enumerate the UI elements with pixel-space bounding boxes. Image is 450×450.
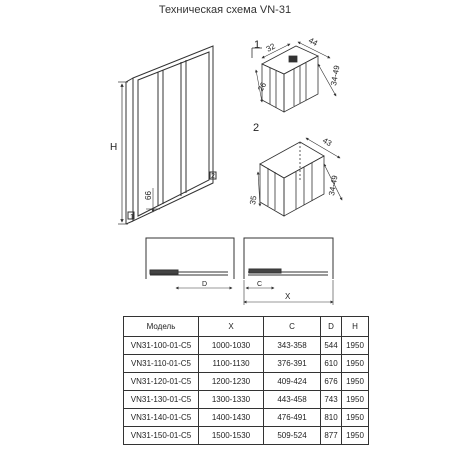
detail2-profile-top — [260, 142, 324, 178]
cell-d: 743 — [321, 391, 342, 409]
cell-model: VN31-120-01-C5 — [124, 373, 199, 391]
detail1-dim34-49: 34-49 — [329, 64, 342, 87]
wall-profile-bottom — [126, 221, 133, 224]
plan-view-left — [146, 238, 234, 288]
cell-c: 443-458 — [264, 391, 321, 409]
cell-x: 1000-1030 — [199, 337, 264, 355]
plan-right-panel — [249, 269, 281, 273]
table-row — [124, 373, 369, 391]
cell-d: 676 — [321, 373, 342, 391]
detail1-dim26: 26 — [255, 80, 269, 93]
cell-h: 1950 — [342, 373, 369, 391]
plan-x-label: X — [285, 292, 291, 301]
plan-c-label: C — [257, 281, 263, 288]
th-model: Модель — [124, 317, 199, 337]
cell-h: 1950 — [342, 427, 369, 445]
cell-c: 509-524 — [264, 427, 321, 445]
cell-h: 1950 — [342, 355, 369, 373]
cell-h: 1950 — [342, 337, 369, 355]
th-c: C — [264, 317, 321, 337]
detail-1 — [252, 42, 336, 112]
cell-c: 343-358 — [264, 337, 321, 355]
mark2-label: 2 — [211, 173, 215, 180]
table-header-row — [124, 317, 369, 337]
th-x: X — [199, 317, 264, 337]
detail2-dim35: 35 — [248, 195, 259, 206]
detail1-dim32: 32 — [264, 41, 277, 54]
cell-d: 877 — [321, 427, 342, 445]
detail2-dim43: 43 — [321, 135, 334, 149]
table-row — [124, 337, 369, 355]
detail2-dim34-49: 34-49 — [327, 174, 340, 197]
detail1-number: 1 — [254, 39, 261, 51]
th-d: D — [321, 317, 342, 337]
table-row — [124, 427, 369, 445]
detail1-screw — [289, 56, 297, 62]
cell-model: VN31-100-01-C5 — [124, 337, 199, 355]
cell-c: 409-424 — [264, 373, 321, 391]
th-h: H — [342, 317, 369, 337]
table-row — [124, 409, 369, 427]
plan-d-label: D — [202, 281, 208, 288]
detail2-number: 2 — [253, 122, 260, 134]
cell-model: VN31-140-01-C5 — [124, 409, 199, 427]
cell-x: 1300-1330 — [199, 391, 264, 409]
cell-c: 476-491 — [264, 409, 321, 427]
cell-x: 1400-1430 — [199, 409, 264, 427]
cell-model: VN31-150-01-C5 — [124, 427, 199, 445]
cell-model: VN31-130-01-C5 — [124, 391, 199, 409]
cell-d: 544 — [321, 337, 342, 355]
cell-x: 1200-1230 — [199, 373, 264, 391]
cell-d: 610 — [321, 355, 342, 373]
detail1-dim44: 44 — [307, 35, 320, 48]
cell-model: VN31-110-01-C5 — [124, 355, 199, 373]
detail2-profile-front — [260, 164, 284, 216]
table-row — [124, 391, 369, 409]
door-perspective — [118, 46, 216, 224]
schema-title: Техническая схема VN-31 — [158, 4, 292, 16]
plan-left-panel — [150, 270, 178, 274]
cell-d: 810 — [321, 409, 342, 427]
cell-x: 1100-1130 — [199, 355, 264, 373]
spec-table — [123, 316, 369, 445]
cell-x: 1500-1530 — [199, 427, 264, 445]
wall-profile-top — [126, 78, 133, 82]
detail1-profile-side — [284, 56, 318, 112]
mark1-label: 1 — [130, 214, 134, 221]
table-row — [124, 355, 369, 373]
cell-h: 1950 — [342, 409, 369, 427]
cell-h: 1950 — [342, 391, 369, 409]
h-label: H — [110, 142, 118, 153]
cell-c: 376-391 — [264, 355, 321, 373]
dim66-label: 66 — [144, 191, 153, 200]
